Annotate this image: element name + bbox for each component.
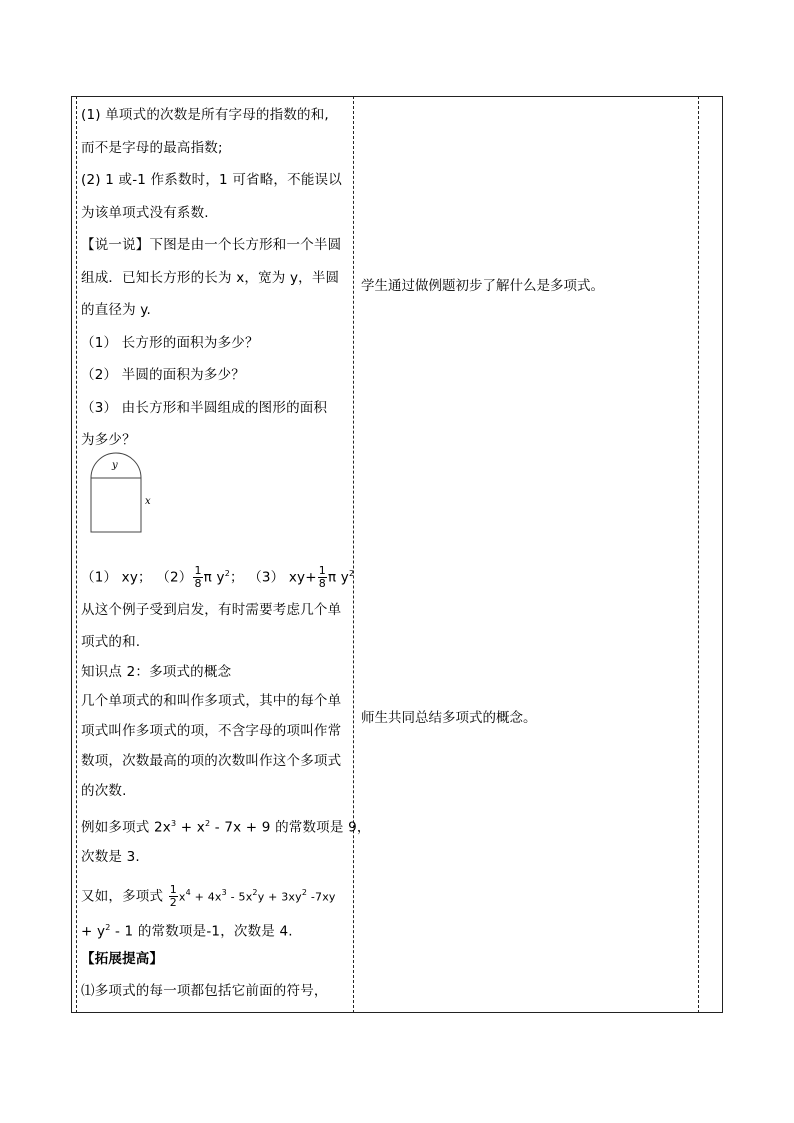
rectangle-semicircle-figure	[85, 448, 155, 538]
student-activity-note: 学生通过做例题初步了解什么是多项式。	[361, 278, 604, 294]
example-line: + $y^2 - 1$ 的常数项是-1，次数是 4.	[81, 923, 293, 940]
example-line: 又如，多项式 $\frac{1}{2}$ $x^4 + 4x^3 - 5x^2y + 3xy^2$ -7xy	[81, 883, 336, 909]
text-line: 【说一说】下图是由一个长方形和一个半圆	[81, 237, 342, 253]
table-left-border	[71, 96, 72, 1013]
table-right-border	[722, 96, 723, 1013]
table-bottom-border	[71, 1012, 723, 1013]
text-line: 几个单项式的和叫作多项式，其中的每个单	[81, 692, 342, 709]
text-line: 项式叫作多项式的项，不含字母的项叫作常	[81, 722, 342, 739]
text-line: 组成．已知长方形的长为 x，宽为 y，半圆	[81, 269, 340, 286]
table-top-border	[71, 96, 723, 97]
text-line: (2) 1 或-1 作系数时，1 可省略，不能误以	[81, 172, 342, 188]
text-line: 的次数.	[81, 782, 127, 799]
fraction: $\frac{1}{8}$	[318, 563, 326, 590]
teaching-content	[81, 99, 371, 1008]
text-line: 项式的和.	[81, 634, 141, 650]
column-divider-right	[698, 96, 699, 1013]
section-heading: 【拓展提高】	[81, 951, 164, 967]
question-line: （2） 半圆的面积为多少？	[81, 367, 245, 383]
section-heading: 知识点 2：多项式的概念	[81, 663, 232, 680]
rectangle-shape	[91, 478, 141, 532]
text-line: ⑴多项式的每一项都包括它前面的符号，	[81, 983, 328, 999]
fraction: $\frac{1}{8}$	[194, 563, 202, 590]
figure-label-x: x	[145, 496, 151, 507]
figure-label-y: y	[112, 460, 118, 471]
example-line: 次数是 3.	[81, 848, 140, 865]
lesson-table	[71, 96, 723, 1013]
question-line: 为多少？	[81, 432, 136, 448]
example-line: 例如多项式 $2x^3 + x^2 - 7x + 9$ 的常数项是 9，	[81, 818, 371, 835]
fraction: $\frac{1}{2}$	[169, 883, 177, 909]
answer-line: （1） xy； （2） $\frac{1}{8}$ π $y^2$； （3） xy+ $\frac{1}{8}$ π $y^2$	[81, 563, 355, 590]
text-line: 从这个例子受到启发，有时需要考虑几个单	[81, 601, 342, 618]
text-line: 的直径为 y.	[81, 302, 152, 318]
question-line: （3） 由长方形和半圆组成的图形的面积	[81, 399, 328, 416]
text-line: 数项，次数最高的项的次数叫作这个多项式	[81, 752, 342, 769]
summary-note: 师生共同总结多项式的概念。	[361, 710, 537, 726]
question-line: （1） 长方形的面积为多少？	[81, 334, 259, 351]
cell-left-border	[76, 96, 77, 1013]
text-line: (1) 单项式的次数是所有字母的指数的和,	[81, 107, 329, 123]
text-line: 而不是字母的最高指数;	[81, 139, 223, 156]
text-line: 为该单项式没有系数.	[81, 204, 209, 221]
column-divider	[353, 96, 354, 1013]
